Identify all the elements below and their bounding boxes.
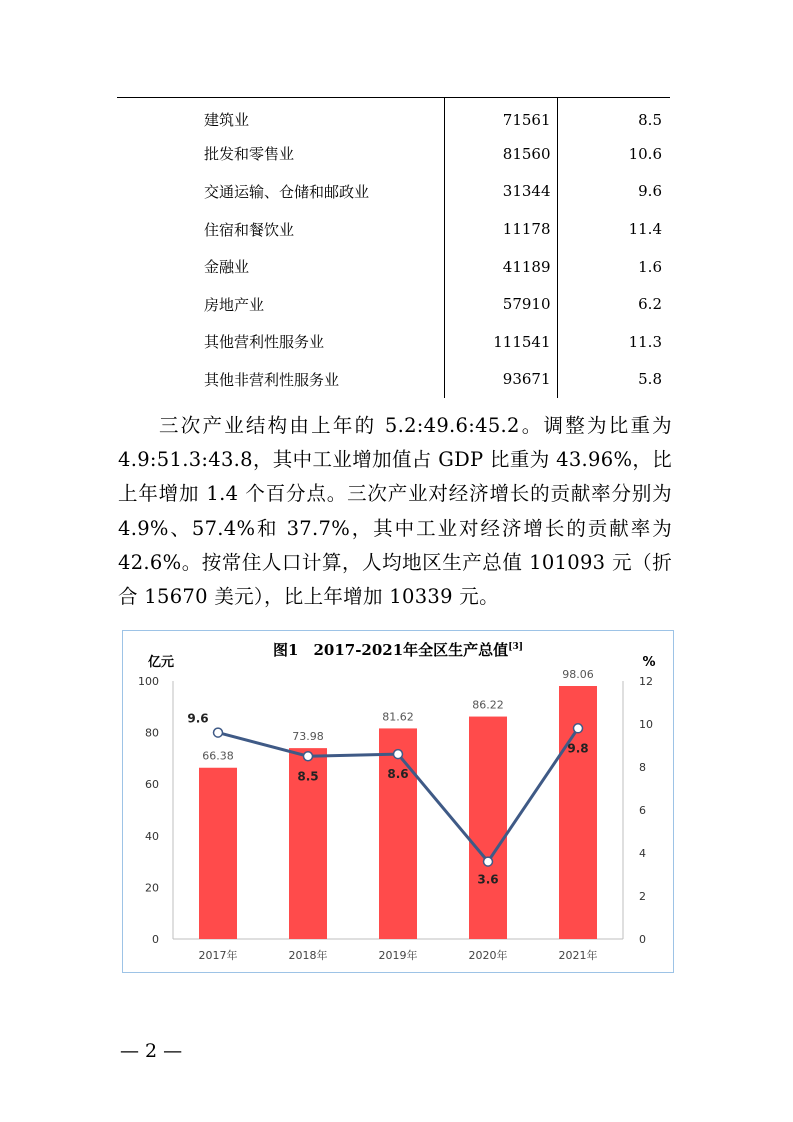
row-growth-cell: 10.6: [628, 144, 662, 163]
left-axis-tick-label: 60: [145, 778, 159, 792]
row-value-cell: 57910: [444, 285, 557, 323]
left-axis-tick-label: 80: [145, 726, 159, 740]
right-axis-tick-label: 6: [639, 804, 646, 817]
row-value-cell: 31344: [444, 173, 557, 211]
row-growth-cell: 11.3: [628, 332, 662, 351]
right-axis-unit-label: %: [642, 655, 656, 670]
growth-value-label: 9.8: [567, 741, 589, 756]
left-axis-tick-label: 40: [145, 829, 159, 843]
right-axis-tick-label: 2: [639, 890, 646, 903]
right-axis-tick-label: 12: [639, 675, 653, 688]
growth-value-label: 3.6: [477, 872, 499, 887]
page-number: — 2 —: [120, 1040, 183, 1062]
row-value-cell: 11178: [444, 210, 557, 248]
growth-point: [304, 752, 313, 761]
row-growth-cell: 5.8: [638, 370, 662, 389]
table-row: [117, 210, 670, 248]
table-row: [117, 98, 670, 136]
bar-value-label: 66.38: [202, 749, 234, 763]
bar: [199, 768, 237, 939]
row-growth-cell: 8.5: [638, 110, 662, 129]
industry-table-section: [117, 97, 670, 398]
row-growth-cell: 11.4: [628, 220, 662, 239]
row-value-cell: 81560: [444, 135, 557, 173]
table-row: [117, 323, 670, 361]
chart-title-text: 图1 2017-2021年全区生产总值: [273, 641, 509, 659]
industry-table: [117, 97, 670, 398]
industry-table-body: [117, 98, 670, 399]
right-axis-tick-label: 4: [639, 847, 646, 860]
growth-point: [484, 857, 493, 866]
left-axis-tick-label: 100: [138, 675, 159, 688]
x-axis-tick-label: 2017年: [198, 949, 238, 962]
chart-title-note: [3]: [508, 642, 523, 652]
table-row: [117, 135, 670, 173]
right-axis-tick-label: 8: [639, 761, 646, 774]
right-axis-tick-label: 10: [639, 718, 653, 731]
growth-point: [574, 724, 583, 733]
gdp-chart-frame: [122, 630, 674, 973]
growth-point: [214, 728, 223, 737]
bar: [469, 717, 507, 939]
row-name-cell: 金融业: [117, 248, 444, 286]
row-name-cell: 建筑业: [117, 98, 444, 136]
table-row: [117, 248, 670, 286]
bar: [379, 728, 417, 939]
x-axis-tick-label: 2020年: [468, 949, 508, 962]
gdp-chart: [123, 631, 672, 971]
paragraph-text: 三次产业结构由上年的 5.2:49.6:45.2。调整为比重为4.9:51.3:43.8，其中工业增加值占 GDP 比重为 43.96%，比上年增加 1.4 个百分点。三次产业对经济增长的贡献率分别为4.9%、57.4%和 37.7%，其中工业对经济增长的贡献率为42.6%。按常住人口计算，人均地区生产总值 101093 元（折合 15670 美元），比上年增加 10339 元。: [118, 414, 672, 609]
row-name-cell: 其他营利性服务业: [117, 323, 444, 361]
x-axis-tick-label: 2019年: [378, 949, 418, 962]
left-axis-tick-label: 20: [145, 881, 159, 895]
table-row: [117, 173, 670, 211]
growth-value-label: 8.5: [297, 769, 319, 784]
left-axis-tick-label: 0: [152, 933, 159, 946]
row-growth-cell: 1.6: [638, 257, 662, 276]
row-growth-cell: 9.6: [638, 182, 662, 201]
left-axis-unit-label: 亿元: [147, 655, 175, 670]
x-axis-tick-label: 2021年: [558, 949, 598, 962]
growth-value-label: 8.6: [387, 767, 409, 782]
row-value-cell: 41189: [444, 248, 557, 286]
bar-value-label: 73.98: [292, 730, 324, 744]
growth-value-label: 9.6: [187, 711, 209, 726]
x-axis-tick-label: 2018年: [288, 949, 328, 962]
table-row: [117, 361, 670, 399]
row-name-cell: 批发和零售业: [117, 135, 444, 173]
row-value-cell: 111541: [444, 323, 557, 361]
row-value-cell: 71561: [444, 98, 557, 136]
row-growth-cell: 6.2: [638, 295, 662, 314]
row-value-cell: 93671: [444, 361, 557, 399]
row-name-cell: 住宿和餐饮业: [117, 210, 444, 248]
bar-value-label: 81.62: [382, 710, 414, 724]
table-row: [117, 285, 670, 323]
growth-point: [394, 750, 403, 759]
row-name-cell: 房地产业: [117, 285, 444, 323]
bar-value-label: 98.06: [562, 668, 594, 682]
structure-paragraph: [118, 409, 672, 614]
right-axis-tick-label: 0: [639, 933, 646, 946]
row-name-cell: 交通运输、仓储和邮政业: [117, 173, 444, 211]
bar-value-label: 86.22: [472, 698, 504, 712]
row-name-cell: 其他非营利性服务业: [117, 361, 444, 399]
